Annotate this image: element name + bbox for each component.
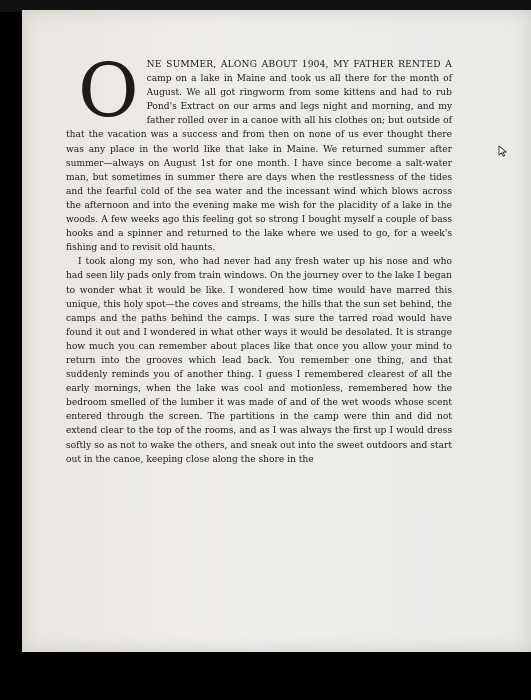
drop-cap: O xyxy=(78,48,139,134)
opening-small-caps: NE SUMMER, ALONG ABOUT 1904, MY FATHER RENTED A xyxy=(146,60,452,70)
paragraph-2: I took along my son, who had never had any fresh water up his nose and who had seen lily pads only from train windows. On the journey over to the lake I began to wonder what it would be like. I wondered how time would have marred this unique, this holy spot—the coves and streams, the hills that the sun set behind, the camps and the paths behind the camps. I was sure the tarred road would have found it out and I wondered in what other ways it would be desolated. It is strange how much you can remember about places like that once you allow your mind to return into the grooves which lead back. You remember one thing, and that suddenly reminds you of another thing. I guess I remembered clearest of all the early mornings, when the lake was cool and motionless, remembered how the bedroom smelled of the lumber it was made of and of the wet woods whose scent entered through the screen. The partitions in the camp were thin and did not extend clear to the top of the rooms, and as I was always the first up I would dress softly so as not to wake the others, and sneak out into the sweet outdoors and start out in the canoe, keeping close along the shore in the xyxy=(66,257,452,465)
essay-text xyxy=(66,48,452,467)
mouse-pointer-icon xyxy=(496,144,510,158)
paragraph-1-text: camp on a lake in Maine and took us all there for the month of August. We all got ringworm from some kittens and had to rub Pond's Extract on our arms and legs night and morning, and my father rolled over in a canoe with all his clothes on; but outside of that the vacation was a success and from then on none of us ever thought there was any place in the world like that lake in Maine. We returned summer after summer—always on August 1st for one month. I have since become a salt-water man, but sometimes in summer there are days when the restlessness of the tides and the fearful cold of the sea water and the incessant wind which blows across the afternoon and into the evening make me wish for the placidity of a lake in the woods. A few weeks ago this feeling got so strong I bought myself a couple of bass hooks and a spinner and returned to the lake where we used to go, for a week's fishing and to revisit old haunts. xyxy=(66,74,452,254)
paragraph-1 xyxy=(66,48,452,255)
bottom-edge xyxy=(0,652,531,700)
